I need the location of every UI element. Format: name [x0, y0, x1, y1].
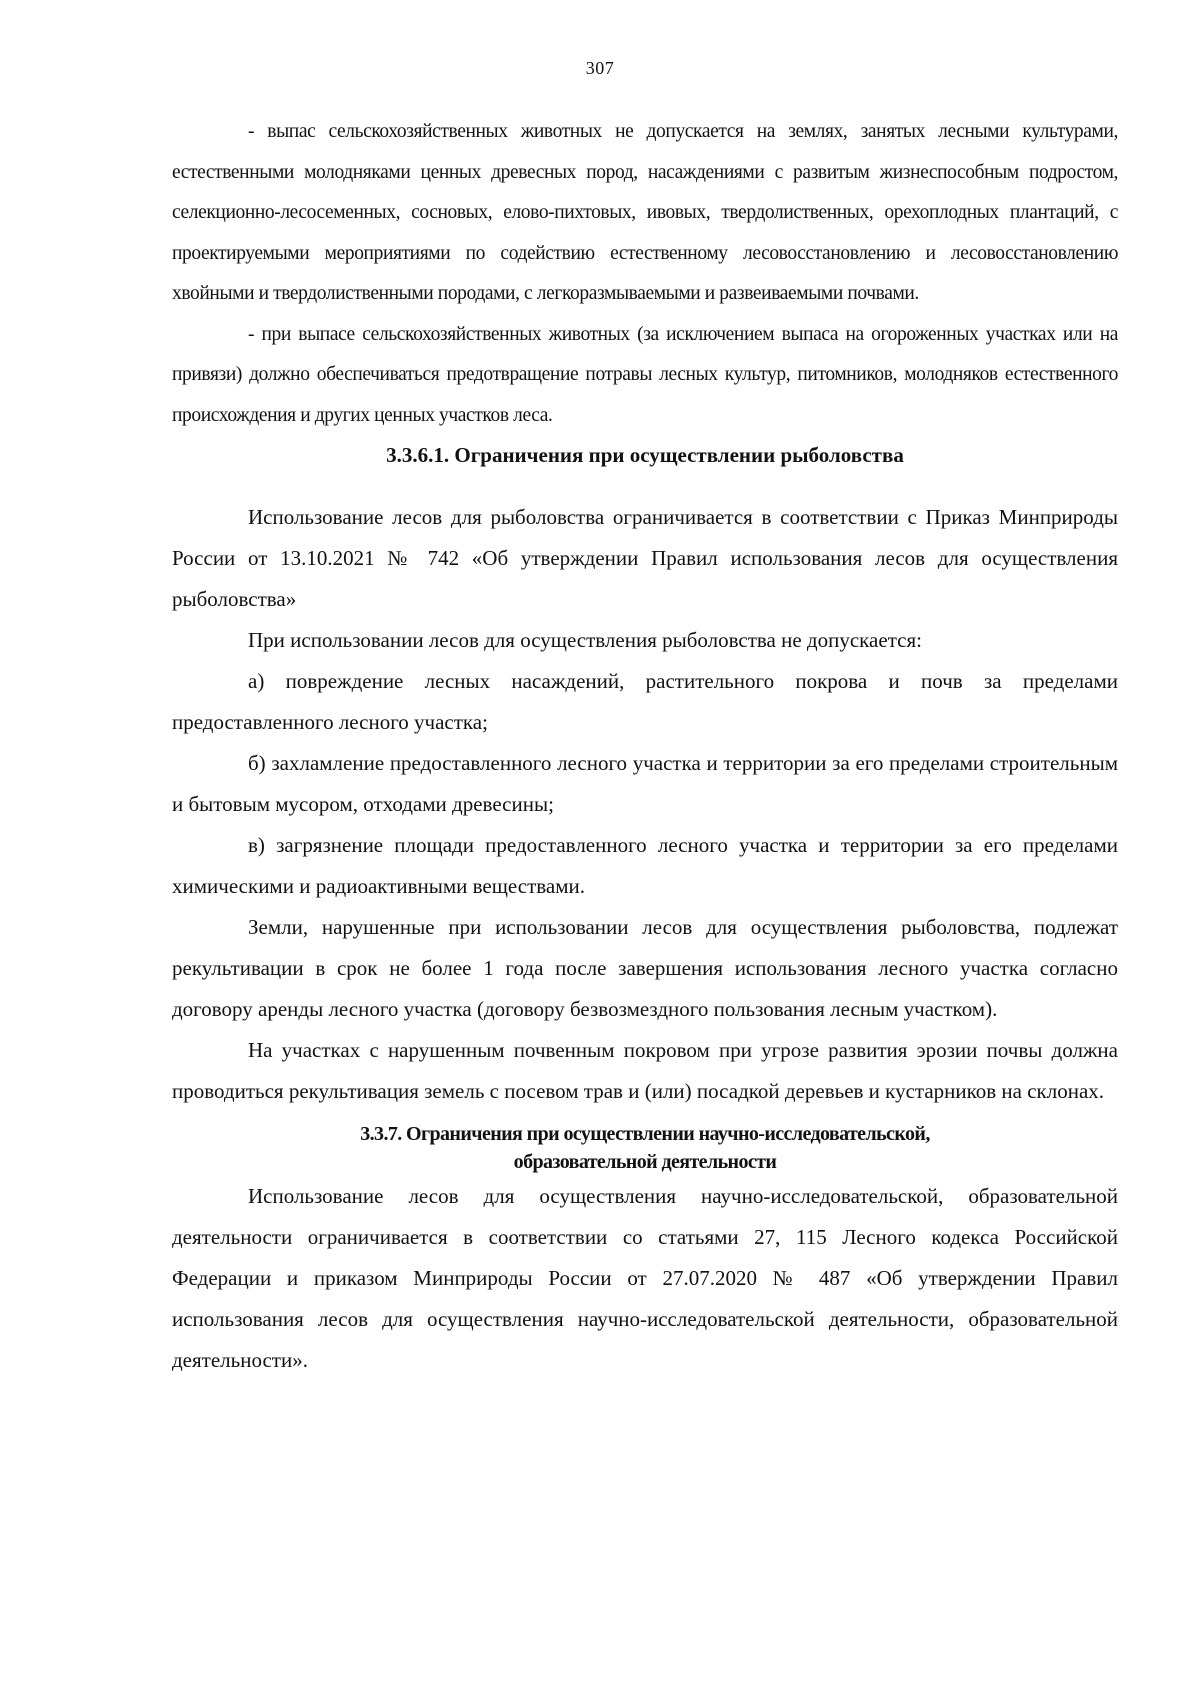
- section-heading-research-line2: образовательной деятельности: [513, 1151, 777, 1173]
- paragraph-research-order: Использование лесов для осуществления научно-исследовательской, образовательной деятельности ограничивается в соответствии со статьями 27, 115 Лесного кодекса Российской Федерации и приказом Минприроды России от 27.07.2020 № 487 «Об утверждении Правил использования лесов для осуществления научно-исследовательской деятельности, образовательной деятельности».: [172, 1184, 1118, 1372]
- paragraph-grazing-protection: - при выпасе сельскохозяйственных животных (за исключением выпаса на огороженных участках или на привязи) должно обеспечиваться предотвращение потравы лесных культур, питомников, молодняков естественного происхождения и других ценных участков леса.: [172, 323, 1118, 426]
- list-item-c: в) загрязнение площади предоставленного лесного участка и территории за его пределами химическими и радиоактивными веществами.: [172, 833, 1118, 898]
- list-item-a: а) повреждение лесных насаждений, растительного покрова и почв за пределами предоставленного лесного участка;: [172, 669, 1118, 734]
- page-content: [172, 112, 1118, 1381]
- paragraph-recultivation: Земли, нарушенные при использовании лесов для осуществления рыболовства, подлежат рекультивации в срок не более 1 года после завершения использования лесного участка согласно договору аренды лесного участка (договору безвозмездного пользования лесным участком).: [172, 915, 1118, 1021]
- paragraph-erosion: На участках с нарушенным почвенным покровом при угрозе развития эрозии почвы должна проводиться рекультивация земель с посевом трав и (или) посадкой деревьев и кустарников на склонах.: [172, 1038, 1118, 1103]
- section-heading-research-line1: 3.3.7. Ограничения при осуществлении научно-исследовательской,: [360, 1123, 930, 1145]
- paragraph-grazing-prohibition: - выпас сельскохозяйственных животных не допускается на землях, занятых лесными культурами, естественными молодняками ценных древесных пород, насаждениями с развитым жизнеспособным подростом, селекционно-лесосеменных, сосновых, елово-пихтовых, ивовых, твердолиственных, орехоплодных плантаций, с проектируемыми мероприятиями по содействию естественному лесовосстановлению и лесовосстановлению хвойными и твердолиственными породами, с легкоразмываемыми и развеиваемыми почвами.: [172, 121, 1118, 304]
- page-number: 307: [585, 58, 615, 78]
- paragraph-fishing-order: Использование лесов для рыболовства ограничивается в соответствии с Приказ Минприроды России от 13.10.2021 № 742 «Об утверждении Правил использования лесов для осуществления рыболовства»: [172, 505, 1118, 611]
- section-heading-research: [172, 1120, 1118, 1176]
- paragraph-fishing-not-allowed: При использовании лесов для осуществления рыболовства не допускается:: [248, 628, 922, 652]
- list-item-b: б) захламление предоставленного лесного участка и территории за его пределами строительным и бытовым мусором, отходами древесины;: [172, 751, 1118, 816]
- section-heading-fishing: 3.3.6.1. Ограничения при осуществлении рыболовства: [386, 443, 904, 467]
